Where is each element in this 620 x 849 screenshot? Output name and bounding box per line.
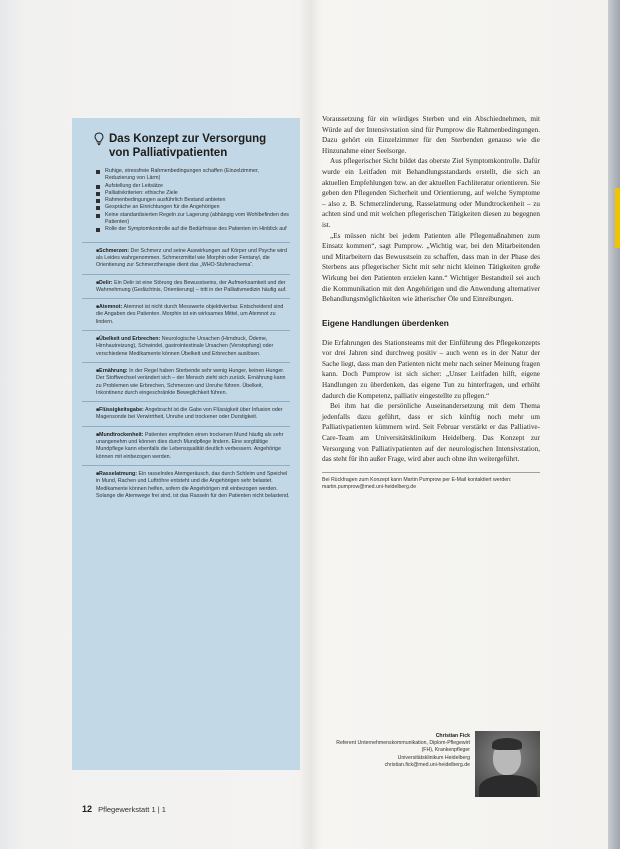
symptom-entry <box>82 465 290 504</box>
entry-text: Neurologische Ursachen (Hirndruck, Ödeme, Hirnhautreizung), Schwindel, gastrointestinale Ursachen (Verstopfung) oder verschiedene Medikamente können Übelkeit und Erbrechen auslösen. <box>96 336 274 357</box>
author-text <box>332 733 470 769</box>
entry-term: ■ Übelkeit und Erbrechen: <box>96 336 160 342</box>
entry-text: Ein rasselndes Atemgeräusch, das durch Schleim und Speichel in Mund, Rachen und Luftröhre entsteht und die Angehörigen sehr belastet. Medikamente können helfen, sofern die Angehörigen mit einbezogen werden. Solange die Atemwege frei sind, ist das Rasseln für den Patienten nicht belastend. <box>96 470 290 499</box>
article-column <box>322 114 540 491</box>
entry-term: ■ Rasselatmung: <box>96 471 137 477</box>
symptom-entry <box>82 330 290 362</box>
article-paragraph: Bei ihm hat die persönliche Auseinandersetzung mit dem Thema jedenfalls dazu geführt, dass er sich künftig noch mehr um Palliativpatienten kümmern wird. Seit Februar verstärkt er das Palliative-Care-Team am Universitätsklinikum Heidelberg. Das Konzept zur Versorgung von Palliativpatienten auf der neurologischen Intensivstation, das steht für ihn außer Frage, wird aber auch ohne ihn weitergeführt. <box>322 402 540 464</box>
symptom-entry <box>82 298 290 330</box>
entry-term: ■ Mundtrockenheit: <box>96 432 143 438</box>
symptom-entry <box>82 401 290 426</box>
bullet-item: Palliativkriterien: ethische Ziele <box>96 190 290 197</box>
author-line: Universitätsklinikum Heidelberg <box>397 754 470 761</box>
article-subheading: Eigene Handlungen überdenken <box>322 317 449 328</box>
contact-note: Bei Rückfragen zum Konzept kann Martin Pumprow per E-Mail kontaktiert werden: martin.pumprow@med.uni-heidelberg.de <box>322 476 512 490</box>
article-paragraph: Voraussetzung für ein würdiges Sterben und ein Abschiednehmen, mit Würde auf der Intensivstation sind für Pumprow die Rahmenbedingungen. Dazu gehört ein Einzelzimmer für den Sterbenden genauso wie die Hinzunahme einer Seelsorge. <box>322 115 540 155</box>
entry-text: In der Regel haben Sterbende sehr wenig Hunger, keinen Hunger. Der Stoffwechsel verändert sich – der Mensch zieht sich zurück. Ernährung kann zu Problemen wie Erbrechen, Schmerzen und Unruhe führen. Übelkeit, Inkontinenz durch eingeschränkte Beweglichkeit führen. <box>96 367 286 396</box>
entry-term: ■ Schmerzen: <box>96 248 129 254</box>
box-title-line-1: Das Konzept zur Versorgung <box>109 133 267 145</box>
author-email: christian.fick@med.uni-heidelberg.de <box>384 761 470 768</box>
photo-body <box>479 775 537 797</box>
entry-text: Patienten empfinden einen trockenen Mund häufig als sehr unangenehm und können dies durch Mundpflege lindern. Eine sorgfältige Mundpflege kann ebenfalls die Lebensqualität deutlich verbessern. Angehörige können mit einbezogen werden. <box>96 431 284 460</box>
symptom-entry <box>82 242 290 274</box>
photo-hair <box>492 738 522 750</box>
author-photo <box>475 731 540 797</box>
symptom-entry <box>82 426 290 465</box>
entry-text: Angebracht ist die Gabe von Flüssigkeit über Infusion oder Magensonde bei Verwirrtheit, Unruhe und trockener oder Durstigkeit. <box>96 407 283 421</box>
page-number: 12 <box>82 804 93 814</box>
article-paragraph: Die Erfahrungen des Stationsteams mit der Einführung des Pflegekonzepts vor drei Jahren sind durchweg positiv – auch wenn es in der Natur der Sache liegt, dass man den Patienten nicht mehr nach seiner Meinung fragen kann. Doch Pumprow ist sich sicher: „Unser Leitfaden hilft, eigene Handlungen zu überdenken, das eigene Tun zu hinterfragen, und erhöht dadurch die Kompetenz, palliativ eingestellte zu pflegen.“ <box>322 338 540 400</box>
bullet-item: Ruhige, stressfreie Rahmenbedingungen schaffen (Einzelzimmer, Reduzierung von Lärm) <box>96 168 290 183</box>
article-paragraph: „Es müssen nicht bei jedem Patienten alle Pflegemaßnahmen zum Einsatz kommen“, sagt Pumprow. „Wichtig war, bei den Mitarbeitenden und Mitarbeitern das Bewusstsein zu schaffen, dass man in der Phase des Sterbens aus pflegerischer Sicht mit sehr nicht kleinen Tätigkeiten große Wirkung bei den Patienten erzielen kann.“ Wichtiger Bestandteil sei auch die Kommunikation mit den Angehörigen und die Anwendung alternativer Behandlungsmöglichkeiten wie ätherischer Öle und Einreibungen. <box>322 231 540 304</box>
author-name: Christian Fick <box>435 733 470 739</box>
symptom-entry <box>82 274 290 299</box>
article-paragraph: Aus pflegerischer Sicht bildet das oberste Ziel Symptomkontrolle. Dafür wurde ein Leitfaden mit Behandlungsstandards erstellt, die sich an aktuellen Empfehlungen bzw. an der aktuellen Fachliteratur orientieren. Sie geben den Pflegenden Sicherheit und Orientierung, auf welche Symptome – also z. B. Schmerzlinderung, Rasselatmung oder Mundtrockenheit – zu achten sind und mit welchen pflegerischen Tätigkeiten diesen zu begegnen ist. <box>322 157 540 229</box>
author-line: Referent Unternehmenskommunikation, Diplom-Pflegewirt <box>336 740 470 747</box>
publication-name: Pflegewerkstatt 1 | 1 <box>98 805 166 814</box>
bullet-list <box>96 168 290 234</box>
bullet-item: Rahmenbedingungen ausführlich Bestand anbieten <box>96 197 290 204</box>
bullet-item: Rolle der Symptomkontrolle auf die Bedürfnisse des Patienten im Hinblick auf <box>96 226 290 233</box>
bullet-item: Gespräche an Einrichtungen für die Angehörigen <box>96 204 290 211</box>
symptom-entry <box>82 362 290 401</box>
entry-term: ■ Ernährung: <box>96 368 128 374</box>
entry-text: Ein Delir ist eine Störung des Bewusstseins, der Aufmerksamkeit und der Wahrnehmung (Gedächtnis, Orientierung) – tritt in der Palliativmedizin häufig auf. <box>96 279 287 293</box>
box-title <box>94 132 290 160</box>
author-line: (FH), Krankenpfleger <box>421 747 470 754</box>
box-title-line-2: von Palliativpatienten <box>109 147 228 159</box>
info-box <box>72 118 300 770</box>
page-footer <box>82 804 166 814</box>
entry-term: ■ Flüssigkeitsgabe: <box>96 407 144 413</box>
author-block <box>332 731 540 801</box>
bullet-item: Keine standardisierten Regeln zur Lagerung (abhängig vom Wohlbefinden des Patienten) <box>96 212 290 227</box>
page-edge <box>608 0 620 849</box>
entry-text: Atemnot ist nicht durch Messwerte objektivierbar. Entscheidend sind die Angaben des Patienten. Morphin ist ein wirksames Mittel, um Atemnot zu lindern. <box>96 304 284 325</box>
divider <box>322 472 540 473</box>
entry-text: Der Schmerz und seine Auswirkungen auf Körper und Psyche wird als Leides wahrgenommen. Schmerzmittel wie Morphin oder Fentanyl, die Orientierung zur Schmerztherapie dient das „WHO-Stufenschema“. <box>96 247 287 269</box>
entry-term: ■ Atemnot: <box>96 304 122 310</box>
page-spine-shadow <box>300 0 322 849</box>
bullet-item: Aufstellung der Leitsätze <box>96 183 290 190</box>
entry-term: ■ Delir: <box>96 280 113 286</box>
yellow-tab-marker <box>615 188 620 248</box>
lightbulb-icon <box>94 132 104 146</box>
